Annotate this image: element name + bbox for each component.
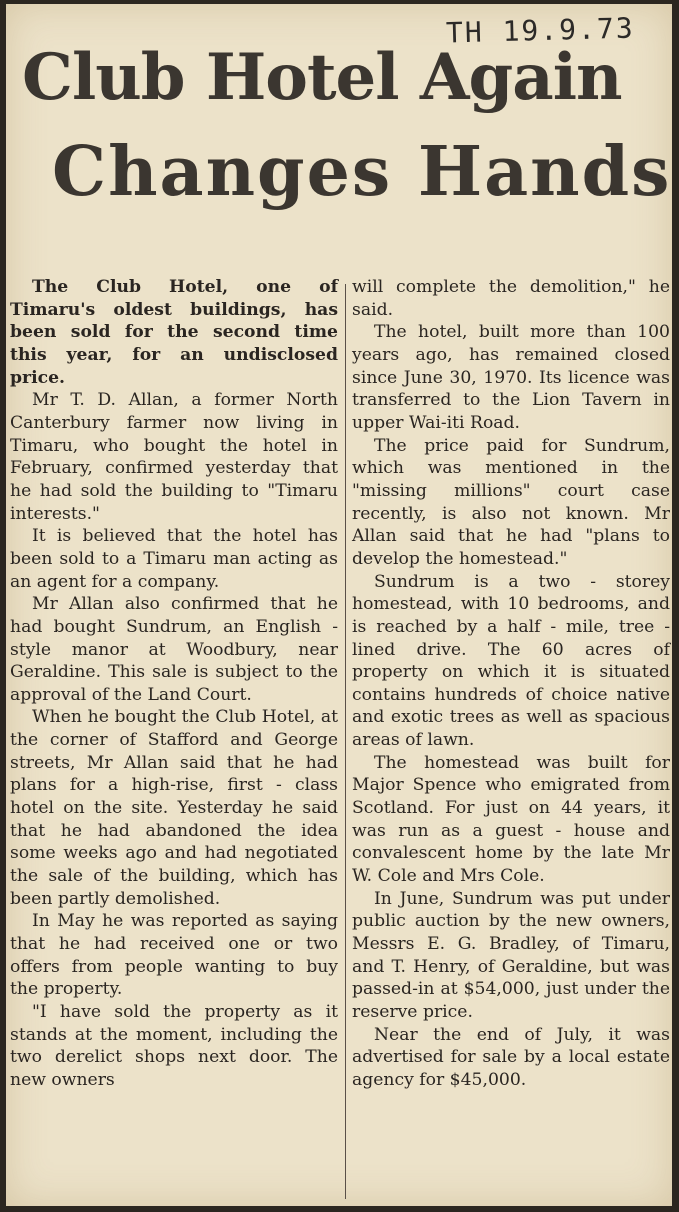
article-paragraph: Mr Allan also confirmed that he had bought Sundrum, an English - style manor at Woodbury, near Geraldine. This sale is subject to the approval of the Land Court. bbox=[10, 594, 338, 705]
article-lead-paragraph: The Club Hotel, one of Timaru's oldest buildings, has been sold for the second time this year, for an undisclosed price. bbox=[10, 277, 338, 388]
article-right-column bbox=[352, 276, 670, 1092]
handwritten-date: TH 19.9.73 bbox=[445, 11, 635, 50]
article-paragraph: The price paid for Sundrum, which was mentioned in the "missing millions" court case recently, is also not known. Mr Allan said that he had "plans to develop the homestead." bbox=[352, 435, 670, 569]
article-paragraph: "I have sold the property as it stands at the moment, including the two derelict shops next door. The new owners bbox=[10, 1002, 338, 1090]
article-paragraph: It is believed that the hotel has been sold to a Timaru man acting as an agent for a company. bbox=[10, 526, 338, 592]
article-paragraph: Near the end of July, it was advertised for sale by a local estate agency for $45,000. bbox=[352, 1024, 670, 1090]
article-paragraph: The hotel, built more than 100 years ago, has remained closed since June 30, 1970. Its licence was transferred to the Lion Tavern in upper Wai-iti Road. bbox=[352, 322, 670, 433]
headline-line-1: Club Hotel Again bbox=[22, 40, 622, 115]
article-left-column bbox=[10, 276, 338, 1092]
article-paragraph: Sundrum is a two - storey homestead, with 10 bedrooms, and is reached by a half - mile, tree - lined drive. The 60 acres of property on which it is situated contains hundreds of choice native and exotic trees as well as spacious areas of lawn. bbox=[352, 571, 670, 751]
headline-line-2: Changes Hands bbox=[52, 132, 672, 212]
article-paragraph: In June, Sundrum was put under public auction by the new owners, Messrs E. G. Bradley, of Timaru, and T. Henry, of Geraldine, but was passed-in at $54,000, just under the reserve price. bbox=[352, 888, 670, 1022]
article-paragraph-continued: will complete the demolition," he said. bbox=[352, 277, 670, 320]
article-paragraph: Mr T. D. Allan, a former North Canterbury farmer now living in Timaru, who bought the hotel in February, confirmed yesterday that he had sold the building to "Timaru interests." bbox=[10, 390, 338, 524]
article-paragraph: In May he was reported as saying that he had received one or two offers from people wanting to buy the property. bbox=[10, 911, 338, 1000]
article-paragraph: The homestead was built for Major Spence who emigrated from Scotland. For just on 44 years, it was run as a guest - house and convalescent home by the late Mr W. Cole and Mrs Cole. bbox=[352, 752, 670, 887]
column-divider bbox=[345, 284, 346, 1199]
newspaper-clipping bbox=[6, 4, 672, 1206]
article-paragraph: When he bought the Club Hotel, at the corner of Stafford and George streets, Mr Allan said that he had plans for a high-rise, first - class hotel on the site. Yesterday he said that he had abandoned the idea some weeks ago and had negotiated the sale of the building, which has been partly demolished. bbox=[10, 707, 338, 909]
